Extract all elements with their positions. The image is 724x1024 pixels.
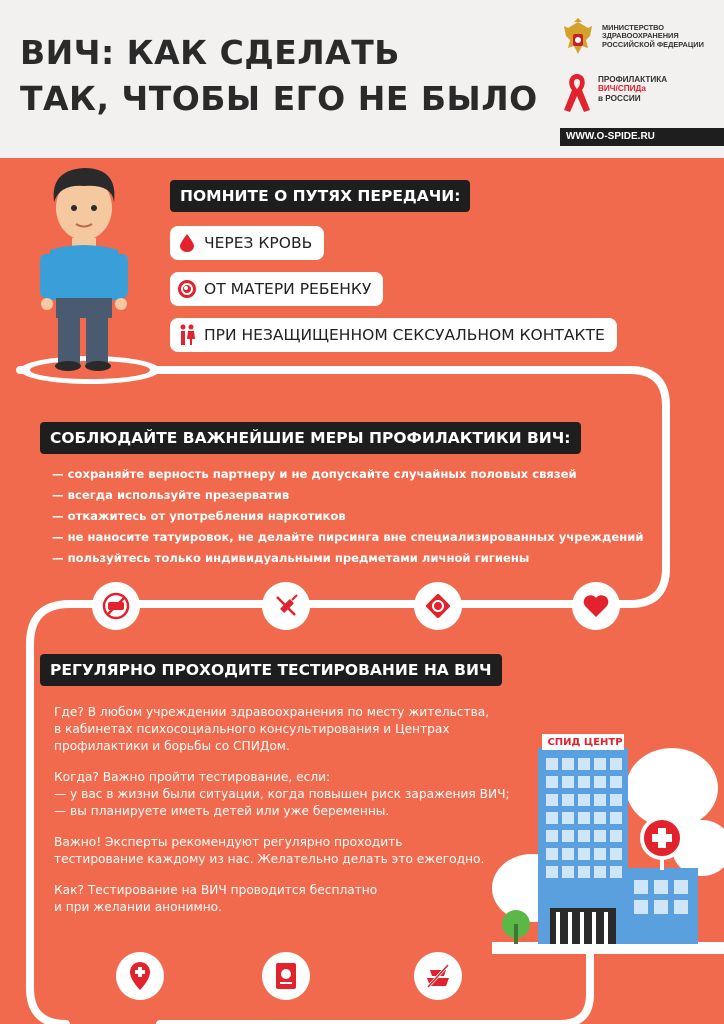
header — [0, 0, 724, 158]
condom-icon — [414, 582, 462, 630]
title-line-1: ВИЧ: КАК СДЕЛАТЬ — [20, 33, 400, 72]
ministry-logo — [560, 18, 720, 64]
list-item: — откажитесь от употребления наркотиков — [52, 509, 346, 523]
no-syringe-icon — [262, 582, 310, 630]
transmission-item-mother — [170, 272, 383, 306]
heart-icon — [572, 582, 620, 630]
building-sign: СПИД ЦЕНТР — [547, 737, 623, 748]
prevention-heading: СОБЛЮДАЙТЕ ВАЖНЕЙШИЕ МЕРЫ ПРОФИЛАКТИКИ ВИЧ: — [40, 422, 581, 454]
website-link[interactable]: WWW.O-SPIDE.RU — [560, 128, 724, 146]
list-item: — всегда используйте презерватив — [52, 488, 290, 502]
title-line-2: ТАК, ЧТОБЫ ЕГО НЕ БЫЛО — [20, 79, 538, 118]
main-infographic — [0, 158, 724, 1024]
location-cross-icon — [116, 952, 164, 1000]
passport-icon — [262, 952, 310, 1000]
anonymous-icon — [414, 952, 462, 1000]
transmission-item-blood — [170, 226, 324, 260]
man-illustration — [20, 150, 150, 380]
transmission-item-sexual — [170, 318, 617, 352]
blood-drop-icon — [170, 226, 204, 260]
testing-text — [54, 704, 524, 930]
transmission-heading: ПОМНИТЕ О ПУТЯХ ПЕРЕДАЧИ: — [170, 180, 470, 212]
transmission-label: ПРИ НЕЗАЩИЩЕННОМ СЕКСУАЛЬНОМ КОНТАКТЕ — [204, 326, 605, 344]
list-item: — сохраняйте верность партнеру и не допускайте случайных половых связей — [52, 467, 577, 481]
eagle-emblem-icon — [560, 18, 596, 60]
campaign-name: ПРОФИЛАКТИКА ВИЧ/СПИДа в РОССИИ — [598, 75, 668, 103]
pregnancy-icon — [170, 272, 204, 306]
couple-icon — [170, 318, 204, 352]
testing-heading: РЕГУЛЯРНО ПРОХОДИТЕ ТЕСТИРОВАНИЕ НА ВИЧ — [40, 654, 502, 686]
testing-how: Как? Тестирование на ВИЧ проводится бесплатно и при желании анонимно. — [54, 883, 378, 914]
transmission-label: ЧЕРЕЗ КРОВЬ — [204, 234, 313, 252]
no-razor-icon — [92, 582, 140, 630]
list-item: — пользуйтесь только индивидуальными предметами личной гигиены — [52, 551, 530, 565]
prevention-rules-list — [52, 464, 644, 569]
aids-center-building — [492, 728, 724, 954]
ministry-name: МИНИСТЕРСТВО ЗДРАВООХРАНЕНИЯ РОССИЙСКОЙ ФЕДЕРАЦИИ — [602, 23, 704, 49]
transmission-label: ОТ МАТЕРИ РЕБЕНКУ — [204, 280, 372, 298]
testing-when: Когда? Важно пройти тестирование, если: — у вас в жизни были ситуации, когда повышен риск заражения ВИЧ; — вы планируете иметь детей или уже беременны. — [54, 770, 510, 818]
testing-important: Важно! Эксперты рекомендуют регулярно проходить тестирование каждому из нас. Желательно делать это ежегодно. — [54, 835, 485, 866]
list-item: — не наносите татуировок, не делайте пирсинга вне специализированных учреждений — [52, 530, 644, 544]
red-ribbon-icon — [560, 70, 594, 114]
testing-where: Где? В любом учреждении здравоохранения по месту жительства, в кабинетах психосоциального консультирования и Центрах профилактики и борьбы со СПИДом. — [54, 705, 490, 753]
campaign-logo — [560, 70, 720, 114]
page-title — [20, 30, 538, 122]
